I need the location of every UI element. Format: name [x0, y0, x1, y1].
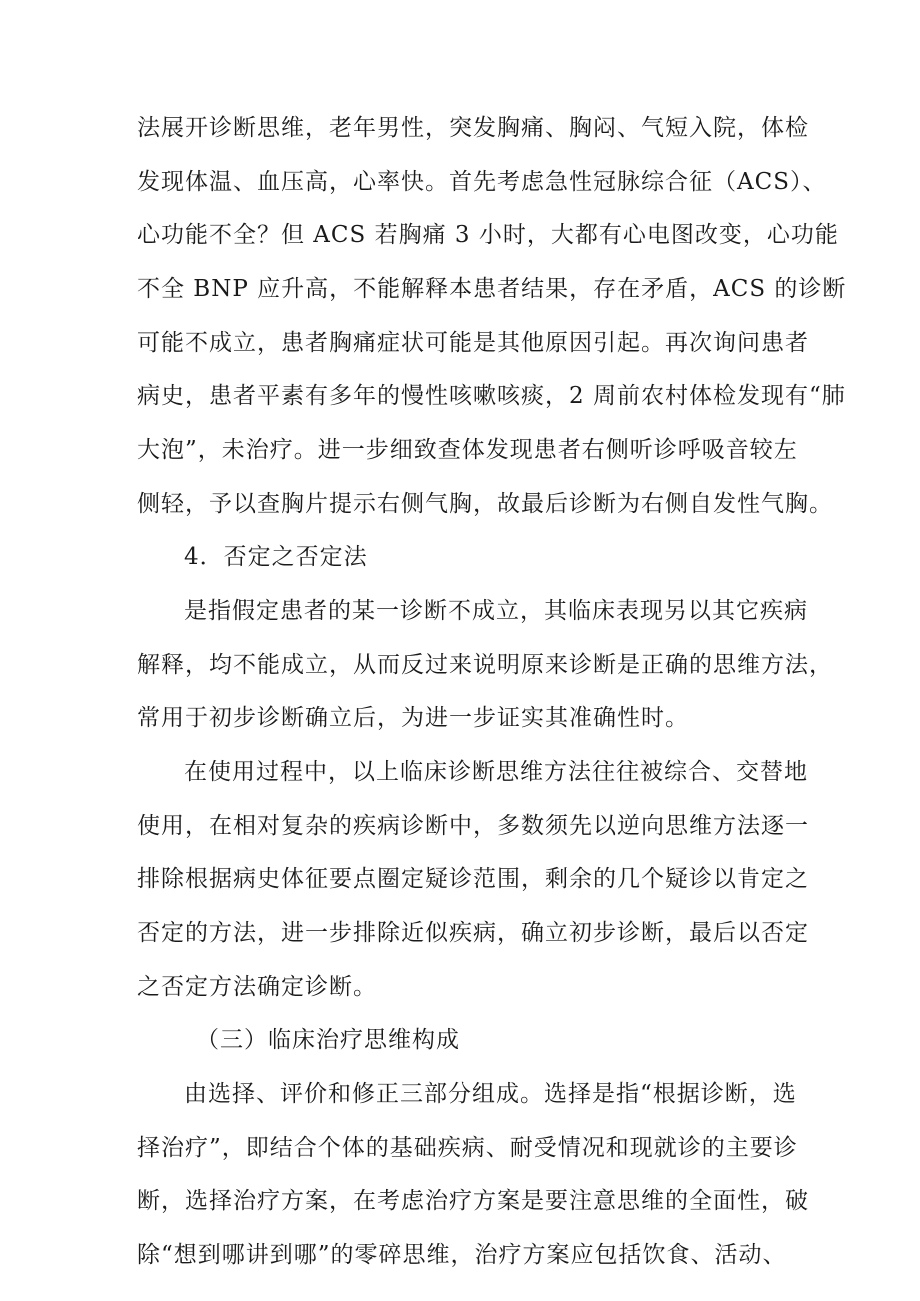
- paragraph-line: 排除根据病史体征要点圈定疑诊范围，剩余的几个疑诊以肯定之: [137, 866, 809, 892]
- paragraph-line: 择治疗”，即结合个体的基础疾病、耐受情况和现就诊的主要诊: [137, 1135, 798, 1161]
- paragraph-line: 心功能不全？但 ACS 若胸痛 3 小时，大都有心电图改变，心功能: [137, 222, 839, 248]
- paragraph-line: 发现体温、血压高，心率快。首先考虑急性冠脉综合征（ACS）、: [137, 169, 827, 195]
- section-heading: （三）临床治疗思维构成: [196, 1027, 460, 1053]
- paragraph-line: 由选择、评价和修正三部分组成。选择是指“根据诊断，选: [184, 1081, 797, 1107]
- paragraph-line: 病史，患者平素有多年的慢性咳嗽咳痰，2 周前农村体检发现有“肺: [137, 383, 846, 409]
- section-heading: 4．否定之否定法: [184, 544, 368, 570]
- paragraph-line: 断，选择治疗方案，在考虑治疗方案是要注意思维的全面性，破: [137, 1188, 809, 1214]
- paragraph-line: 否定的方法，进一步排除近似疾病，确立初步诊断，最后以否定: [137, 920, 809, 946]
- paragraph-line: 不全 BNP 应升高，不能解释本患者结果，存在矛盾，ACS 的诊断: [137, 276, 847, 302]
- paragraph-line: 解释，均不能成立，从而反过来说明原来诊断是正确的思维方法，: [137, 652, 833, 678]
- paragraph-line: 使用，在相对复杂的疾病诊断中，多数须先以逆向思维方法逐一: [137, 813, 809, 839]
- paragraph-line: 常用于初步诊断确立后，为进一步证实其准确性时。: [137, 705, 689, 731]
- paragraph-line: 大泡”，未治疗。进一步细致查体发现患者右侧听诊呼吸音较左: [137, 437, 798, 463]
- paragraph-line: 在使用过程中，以上临床诊断思维方法往往被综合、交替地: [184, 759, 808, 785]
- paragraph-line: 法展开诊断思维，老年男性，突发胸痛、胸闷、气短入院，体检: [137, 115, 809, 141]
- paragraph-line: 是指假定患者的某一诊断不成立，其临床表现另以其它疾病: [184, 598, 808, 624]
- paragraph-line: 侧轻，予以查胸片提示右侧气胸，故最后诊断为右侧自发性气胸。: [137, 491, 833, 517]
- paragraph-line: 之否定方法确定诊断。: [137, 974, 377, 1000]
- paragraph-line: 可能不成立，患者胸痛症状可能是其他原因引起。再次询问患者: [137, 330, 809, 356]
- paragraph-line: 除“想到哪讲到哪”的零碎思维，治疗方案应包括饮食、活动、: [137, 1242, 787, 1268]
